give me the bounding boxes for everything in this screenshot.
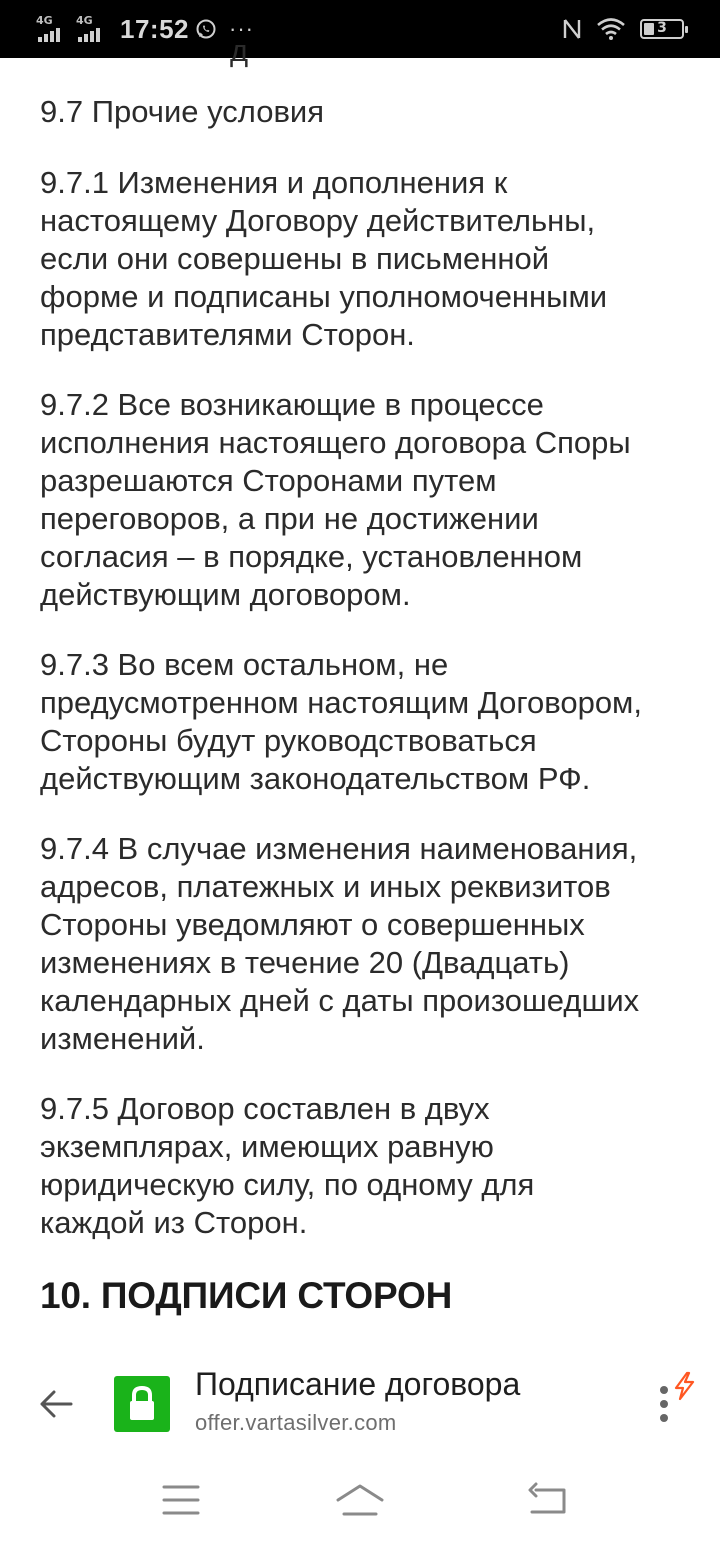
whatsapp-icon	[195, 18, 217, 40]
back-arrow-icon[interactable]	[38, 1386, 74, 1422]
clause-line: настоящему Договору действительны,	[40, 203, 596, 238]
signal-sim2-icon: 4G	[76, 14, 110, 44]
clause-9-7-4	[40, 830, 700, 1058]
wifi-icon	[596, 17, 626, 41]
cut-off-text: д	[230, 33, 249, 68]
clause-9-7-1	[40, 164, 700, 354]
secure-lock-badge[interactable]	[114, 1376, 170, 1432]
clause-line: юридическую силу, по одному для	[40, 1167, 535, 1202]
clause-line: экземплярах, имеющих равную	[40, 1129, 494, 1164]
system-navigation-bar	[0, 1458, 720, 1544]
clause-9-7-2	[40, 386, 700, 614]
clause-9-7-3	[40, 646, 700, 798]
clause-line: переговоров, а при не достижении	[40, 501, 539, 536]
menu-icon[interactable]	[152, 1478, 212, 1522]
clause-line: разрешаются Сторонами путем	[40, 463, 497, 498]
clause-line: адресов, платежных и иных реквизитов	[40, 869, 611, 904]
clause-line: календарных дней с даты произошедших	[40, 983, 640, 1018]
browser-address-bar	[0, 1348, 720, 1458]
home-icon[interactable]	[330, 1478, 390, 1522]
section-heading: 10. ПОДПИСИ СТОРОН	[40, 1275, 453, 1316]
clause-line: представителями Сторон.	[40, 317, 415, 352]
clause-line: каждой из Сторон.	[40, 1205, 308, 1240]
clause-line: Стороны будут руководствоваться	[40, 723, 537, 758]
lightning-icon	[672, 1372, 696, 1400]
clause-line: 9.7.1 Изменения и дополнения к	[40, 165, 508, 200]
clause-line: 9.7.3 Во всем остальном, не	[40, 647, 449, 682]
clause-line: предусмотренном настоящим Договором,	[40, 685, 642, 720]
signal-sim1-icon: 4G	[36, 14, 70, 44]
clause-line: изменений.	[40, 1021, 205, 1056]
clause-line: согласия – в порядке, установленном	[40, 539, 583, 574]
back-icon[interactable]	[518, 1478, 578, 1522]
clause-line: 9.7.2 Все возникающие в процессе	[40, 387, 544, 422]
clause-line: если они совершены в письменной	[40, 241, 550, 276]
more-options-icon[interactable]	[658, 1384, 670, 1424]
clock: 17:52	[120, 13, 189, 44]
clause-9-7-5	[40, 1090, 700, 1242]
clause-line: действующим договором.	[40, 577, 411, 612]
clause-line: изменениях в течение 20 (Двадцать)	[40, 945, 570, 980]
clause-line: 9.7.5 Договор составлен в двух	[40, 1091, 490, 1126]
document-content[interactable]	[40, 33, 700, 1348]
clause-line: исполнения настоящего договора Споры	[40, 425, 631, 460]
page-url[interactable]: offer.vartasilver.com	[195, 1410, 397, 1435]
clause-line: 9.7.4 В случае изменения наименования,	[40, 831, 638, 866]
nfc-icon	[562, 17, 582, 41]
more-notifications-icon: ···	[229, 16, 254, 41]
clause-line: действующим законодательством РФ.	[40, 761, 591, 796]
battery-icon: 3	[640, 19, 684, 39]
section-title: 9.7 Прочие условия	[40, 94, 325, 129]
lock-icon	[114, 1376, 170, 1432]
clause-line: форме и подписаны уполномоченными	[40, 279, 608, 314]
clause-line: Стороны уведомляют о совершенных	[40, 907, 585, 942]
status-bar	[0, 0, 720, 58]
page-title[interactable]: Подписание договора	[195, 1366, 521, 1402]
